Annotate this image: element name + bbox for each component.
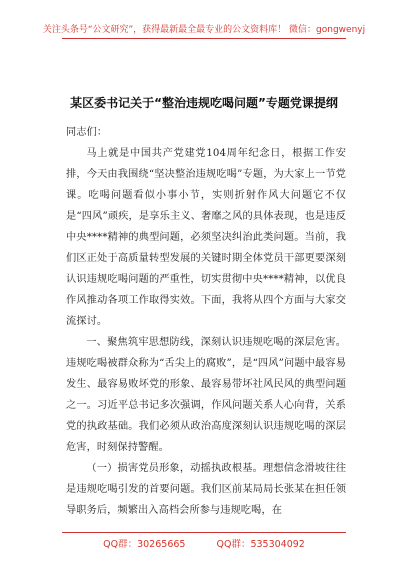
document-title: 某区委书记关于“整治违规吃喝问题”专题党课提纲: [70, 96, 338, 110]
paragraph-intro: 马上就是中国共产党建党104周年纪念日，根据工作安排，今天由我围绕“坚决整治违规吃喝”专题，为大家上一节党课。吃喝问题看似小事小节，实则折射作风大问题它不仅是“四风”顽疾，是享乐主义、奢靡之风的具体表现，也是违反中央****精神的典型问题，必须坚决纠治此类问题。当前，我们区正处于高质量转型发展的关键时期全体党员干部更要深刻认识违规吃喝问题的严重性，切实贯彻中央****精神，以优良作风推动各项工作取得实效。下面，我将从四个方面与大家交流探讨。: [66, 148, 346, 327]
paragraph-section-one: 一、聚焦筑牢思想防线，深刻认识违规吃喝的深层危害。违规吃喝被群众称为“舌尖上的腐败”，是“四风”问题中最容易发生、最容易败坏党的形象、最容易带坏社风民风的典型问题之一。习近平总书记多次强调，作风问题关系人心向背，关系党的执政基础。我们必须从政治高度深刻认识违规吃喝的深层危害，时刻保持警醒。: [66, 337, 346, 453]
footer-banner: [0, 536, 408, 550]
greeting: 同志们：: [66, 127, 108, 138]
header-banner: 关注头条号“公文研究”，获得最新最全最专业的公文资料库！ 微信：gongwenyj: [42, 25, 366, 35]
footer-qq-group-2: QQ群：535304092: [216, 539, 305, 550]
header-divider: [62, 38, 346, 39]
paragraph-subsection: （一）损害党员形象，动摇执政根基。理想信念滑坡往往是违规吃喝引发的首要问题。我们区前某局局长张某在担任领导职务后，频繁出入高档会所参与违规吃喝，在: [66, 463, 346, 516]
document-body: [66, 122, 346, 521]
footer-qq-group-1: QQ群：30265665: [103, 539, 186, 550]
footer-divider: [62, 532, 346, 533]
